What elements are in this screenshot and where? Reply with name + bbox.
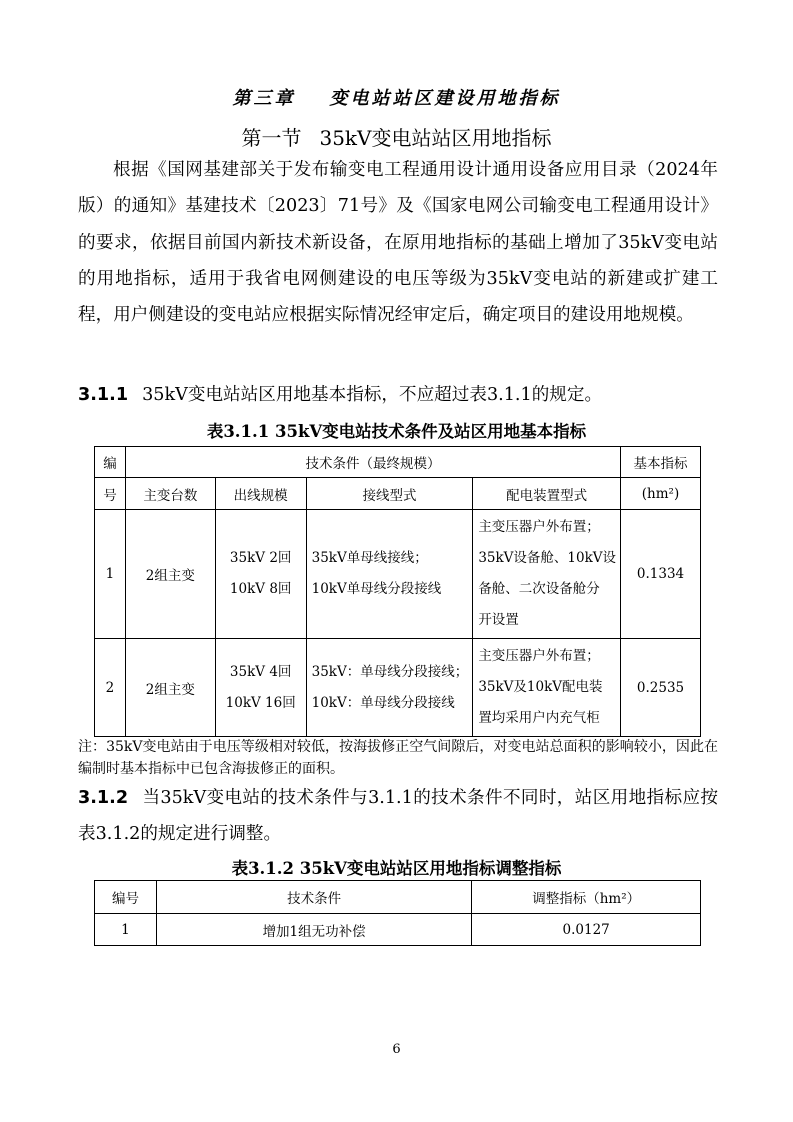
header-no: 编号 (95, 881, 157, 914)
header-indicator-top: 基本指标 (621, 447, 701, 478)
basic-indicator: 0.2535 (621, 639, 701, 737)
clause-text: 当35kV变电站的技术条件与3.1.1的技术条件不同时，站区用地指标应按表3.1.2的规定进行调整。 (78, 788, 718, 845)
table-3-1-2 (94, 880, 701, 946)
header-no-top: 编 (95, 447, 126, 478)
header-adjustment: 调整指标（hm²） (472, 881, 701, 914)
wiring-line: 10kV：单母线分段接线 (311, 694, 455, 711)
switchgear-type (473, 510, 621, 639)
outlet-line: 35kV 4回 (229, 663, 292, 680)
clause-3-1-1 (78, 377, 718, 413)
page-number: 6 (392, 1042, 401, 1057)
table-3-1-2-caption: 表3.1.2 35kV变电站站区用地指标调整指标 (231, 859, 562, 878)
table-row (95, 639, 701, 737)
clause-number: 3.1.2 (78, 788, 129, 808)
switchgear-line: 主变压器户外布置； (478, 519, 600, 535)
subheader-wiring: 接线型式 (306, 478, 473, 510)
subheader-transformers: 主变台数 (125, 478, 215, 510)
wiring-type (306, 510, 473, 639)
outlet-scale (215, 510, 306, 639)
outlet-line: 10kV 8回 (229, 581, 292, 597)
switchgear-line: 35kV设备舱、10kV设 (478, 550, 617, 566)
row-number: 1 (95, 510, 126, 639)
row-number: 1 (95, 914, 157, 946)
wiring-line: 35kV单母线接线； (311, 550, 428, 566)
switchgear-line: 开设置 (478, 612, 519, 628)
section-number: 第一节 (241, 126, 302, 150)
outlet-line: 35kV 2回 (229, 550, 292, 566)
section-name: 35kV变电站站区用地指标 (319, 126, 552, 150)
intro-paragraph: 根据《国网基建部关于发布输变电工程通用设计通用设备应用目录（2024年版）的通知》基建技术〔2023〕71号》及《国家电网公司输变电工程通用设计》的要求，依据目前国内新技术新设备，在原用地指标的基础上增加了35kV变电站的用地指标，适用于我省电网侧建设的电压等级为35kV变电站的新建或扩建工程，用户侧建设的变电站应根据实际情况经审定后，确定项目的建设用地规模。 (78, 160, 718, 326)
chapter-name: 变电站站区建设用地指标 (329, 88, 561, 109)
chapter-title (0, 84, 793, 110)
chapter-number: 第三章 (232, 88, 296, 109)
table-note: 注：35kV变电站由于电压等级相对较低，按海拔修正空气间隙后，对变电站总面积的影响较小，因此在编制时基本指标中已包含海拔修正的面积。 (78, 739, 718, 777)
header-conditions: 技术条件（最终规模） (125, 447, 620, 478)
switchgear-type (473, 639, 621, 737)
table-3-1-1 (94, 446, 701, 737)
switchgear-line: 置均采用户内充气柜 (478, 710, 600, 726)
row-number: 2 (95, 639, 126, 737)
switchgear-line: 35kV及10kV配电装 (478, 679, 603, 695)
transformer-count: 2组主变 (125, 510, 215, 639)
clause-text: 35kV变电站站区用地基本指标，不应超过表3.1.1的规定。 (142, 385, 603, 405)
clause-3-1-2 (78, 780, 718, 853)
header-indicator-unit: (hm²) (621, 478, 701, 510)
table-row (95, 510, 701, 639)
switchgear-line: 主变压器户外布置； (478, 648, 600, 664)
outlet-scale (215, 639, 306, 737)
section-title (0, 122, 793, 151)
header-no-bottom: 号 (95, 478, 126, 510)
switchgear-line: 备舱、二次设备舱分 (478, 581, 600, 597)
condition-cell: 增加1组无功补偿 (156, 914, 471, 946)
wiring-line: 10kV单母线分段接线 (311, 581, 442, 597)
outlet-line: 10kV 16回 (225, 694, 296, 711)
wiring-type (306, 639, 473, 737)
wiring-line: 35kV：单母线分段接线； (311, 663, 469, 680)
clause-number: 3.1.1 (78, 385, 129, 405)
table-3-1-1-caption: 表3.1.1 35kV变电站技术条件及站区用地基本指标 (206, 422, 587, 441)
basic-indicator: 0.1334 (621, 510, 701, 639)
transformer-count: 2组主变 (125, 639, 215, 737)
adjustment-value: 0.0127 (472, 914, 701, 946)
subheader-outlets: 出线规模 (215, 478, 306, 510)
subheader-switchgear: 配电装置型式 (473, 478, 621, 510)
header-condition: 技术条件 (156, 881, 471, 914)
table-row (95, 914, 701, 946)
